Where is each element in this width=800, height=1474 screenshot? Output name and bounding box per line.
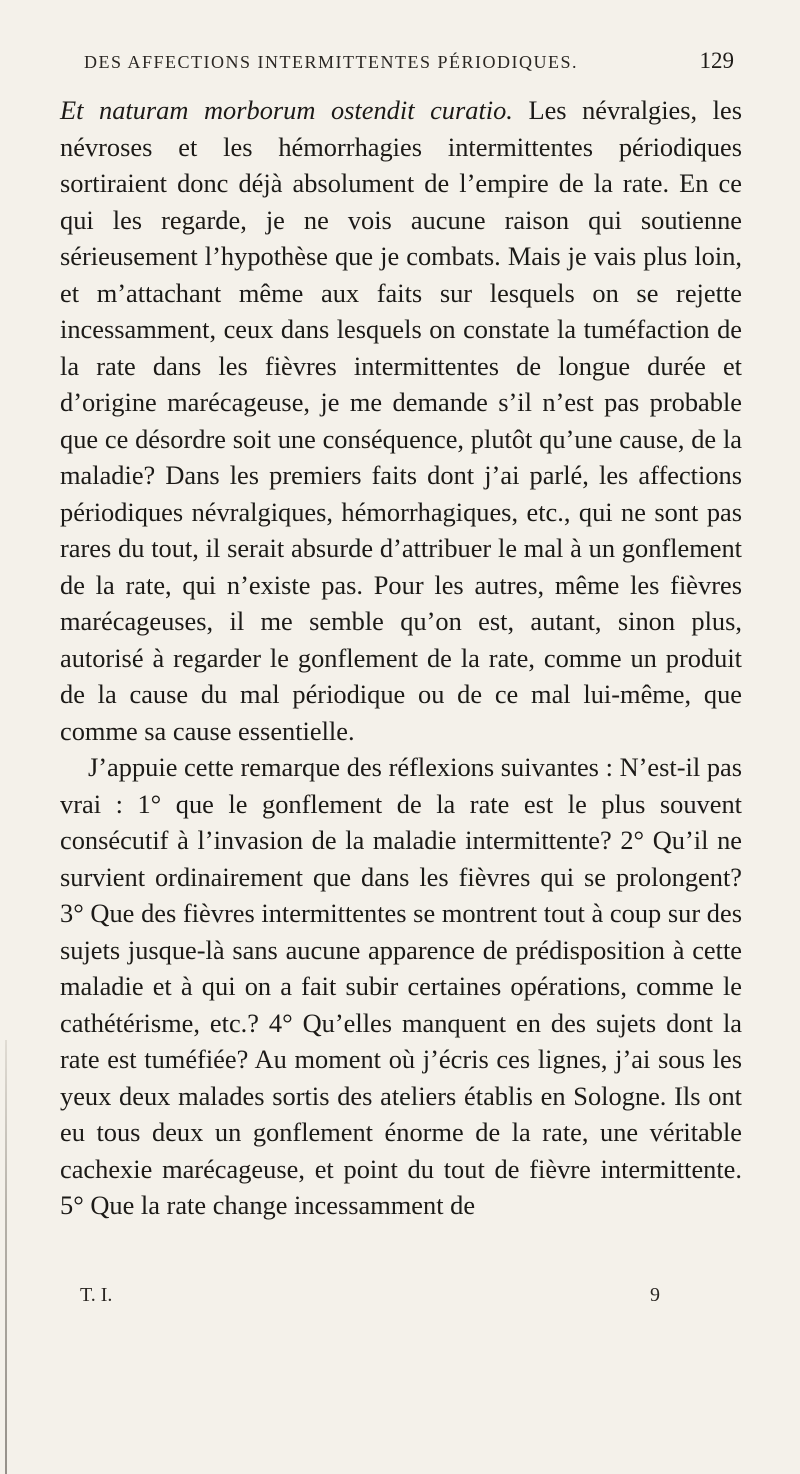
page-number: 129 [699,48,734,73]
binding-edge-shadow [5,1040,7,1474]
body-text [60,92,742,1224]
latin-quote: Et naturam morborum ostendit curatio. [60,95,513,125]
signature-mark-left: T. I. [80,1284,113,1306]
paragraph-1 [60,92,742,749]
paragraph-1-text: Les névralgies, les névroses et les hémorrhagies intermittentes périodiques sortiraient donc déjà absolument de l’empire de la rate. En ce qui les regarde, je ne vois aucune raison qui soutienne sérieusement l’hypothèse que je combats. Mais je vais plus loin, et m’attachant même aux faits sur lesquels on se rejette incessamment, ceux dans lesquels on constate la tuméfaction de la rate dans les fièvres intermittentes de longue durée et d’origine marécageuse, je me demande s’il n’est pas probable que ce désordre soit une conséquence, plutôt qu’une cause, de la maladie? Dans les premiers faits dont j’ai parlé, les affections périodiques névralgiques, hémorrhagiques, etc., qui ne sont pas rares du tout, il serait absurde d’attribuer le mal à un gonflement de la rate, qui n’existe pas. Pour les autres, même les fièvres marécageuses, il me semble qu’on est, autant, sinon plus, autorisé à regarder le gonflement de la rate, comme un produit de la cause du mal périodique ou de ce mal lui-même, que comme sa cause essentielle. [60,95,742,746]
running-head [84,48,734,78]
running-title: DES AFFECTIONS INTERMITTENTES PÉRIODIQUES. [84,52,579,72]
paragraph-2: J’appuie cette remarque des réflexions suivantes : N’est-il pas vrai : 1° que le gonflement de la rate est le plus souvent consécutif à l’invasion de la maladie intermittente? 2° Qu’il ne survient ordinairement que dans les fièvres qui se prolongent? 3° Que des fièvres intermittentes se montrent tout à coup sur des sujets jusque-là sans aucune apparence de prédisposition à cette maladie et à qui on a fait subir certaines opérations, comme le cathétérisme, etc.? 4° Qu’elles manquent en des sujets dont la rate est tuméfiée? Au moment où j’écris ces lignes, j’ai sous les yeux deux malades sortis des ateliers établis en Sologne. Ils ont eu tous deux un gonflement énorme de la rate, une véritable cachexie marécageuse, et point du tout de fièvre intermittente. 5° Que la rate change incessamment de [60,752,742,1220]
page-footer [80,1284,660,1307]
signature-mark-right: 9 [650,1284,660,1306]
